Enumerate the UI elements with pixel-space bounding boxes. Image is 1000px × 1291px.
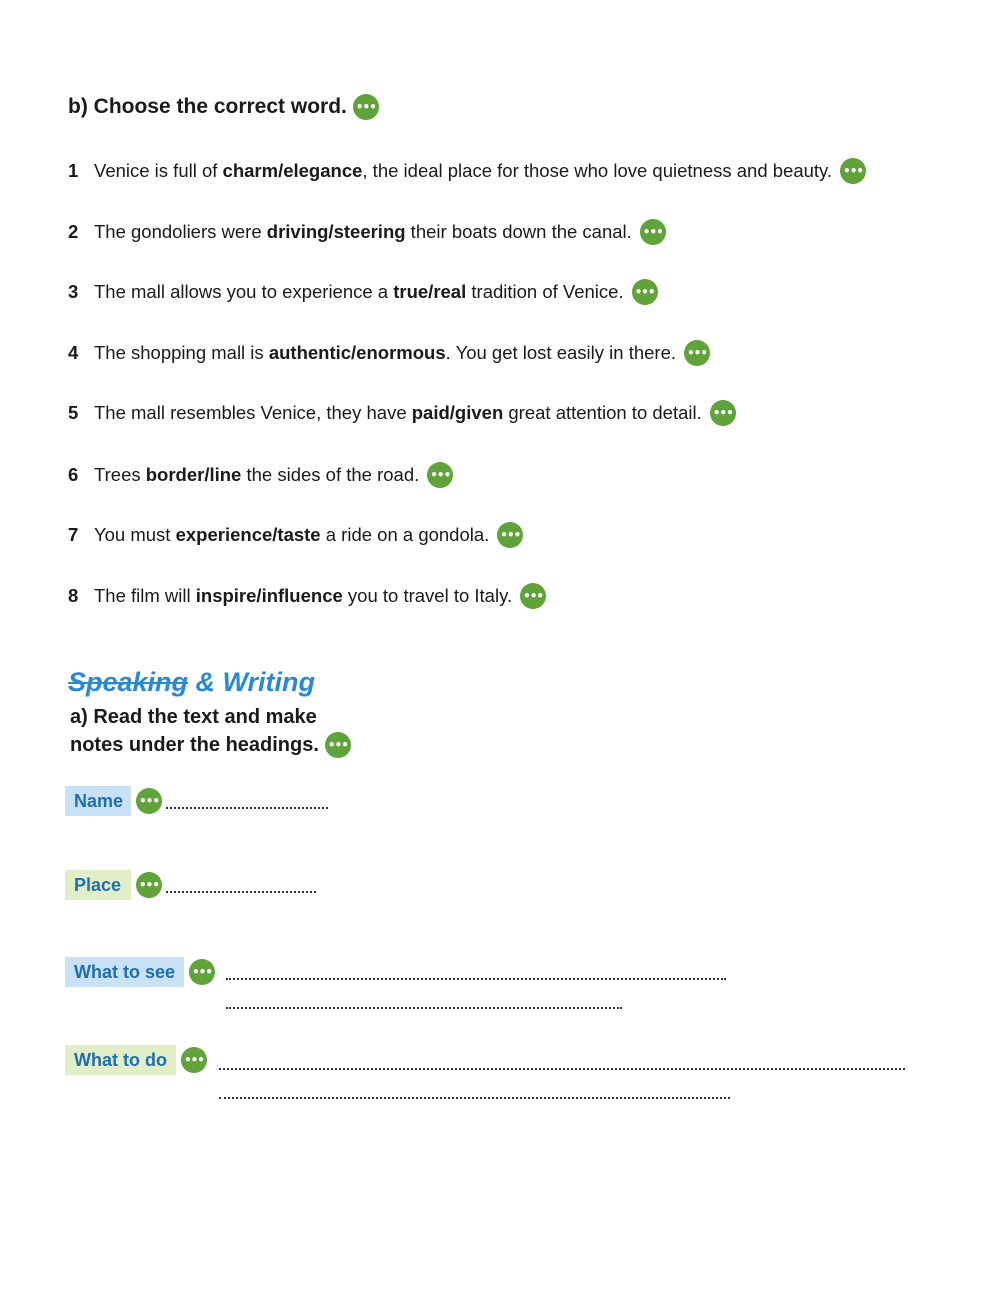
answer-input-icon[interactable] — [189, 959, 215, 985]
what-to-see-answer-line-1[interactable] — [226, 978, 726, 980]
word-choice[interactable]: authentic/enormous — [268, 342, 446, 363]
exercise-heading-text: b) Choose the correct word. — [68, 95, 347, 118]
item-text-after: a ride on a gondola. — [320, 524, 490, 545]
item-text-after: you to travel to Italy. — [342, 585, 513, 606]
list-item — [68, 583, 546, 609]
more-options-icon[interactable] — [325, 732, 351, 758]
item-text-after: their boats down the canal. — [405, 221, 632, 242]
list-item — [68, 522, 523, 548]
more-options-icon[interactable] — [353, 94, 379, 120]
word-choice[interactable]: experience/taste — [175, 524, 321, 545]
answer-dropdown-icon[interactable] — [840, 158, 866, 184]
word-choice[interactable]: charm/elegance — [222, 160, 363, 181]
list-item — [68, 279, 658, 305]
item-text-after: , the ideal place for those who love quietness and beauty. — [362, 160, 833, 181]
list-item — [68, 219, 666, 245]
place-label: Place — [65, 870, 131, 900]
item-text-after: the sides of the road. — [241, 464, 420, 485]
list-item — [68, 462, 453, 488]
answer-input-icon[interactable] — [136, 872, 162, 898]
what-to-do-label: What to do — [65, 1045, 176, 1075]
word-choice[interactable]: border/line — [145, 464, 242, 485]
answer-dropdown-icon[interactable] — [520, 583, 546, 609]
item-text-before: Trees — [94, 464, 146, 485]
what-to-see-row — [65, 957, 215, 987]
answer-dropdown-icon[interactable] — [710, 400, 736, 426]
item-number: 1 — [68, 160, 79, 181]
section-title-part2: & Writing — [188, 667, 316, 697]
exercise-heading — [68, 94, 379, 120]
item-number: 5 — [68, 402, 79, 423]
section-title — [68, 667, 315, 698]
item-text-after: . You get lost easily in there. — [445, 342, 676, 363]
word-choice[interactable]: driving/steering — [266, 221, 406, 242]
section-title-part1: Speaking — [68, 667, 189, 697]
item-number: 6 — [68, 464, 79, 485]
what-to-do-answer-line-1[interactable] — [219, 1068, 905, 1070]
item-text-before: Venice is full of — [94, 160, 223, 181]
item-text-before: The mall resembles Venice, they have — [94, 402, 412, 423]
what-to-see-label: What to see — [65, 957, 184, 987]
answer-dropdown-icon[interactable] — [497, 522, 523, 548]
answer-dropdown-icon[interactable] — [632, 279, 658, 305]
instruction-line-2: notes under the headings. — [70, 734, 319, 756]
what-to-see-answer-line-2[interactable] — [226, 1007, 622, 1009]
place-answer-line[interactable] — [166, 891, 316, 893]
name-row — [65, 786, 328, 816]
item-text-before: The mall allows you to experience a — [94, 281, 394, 302]
name-label: Name — [65, 786, 131, 816]
name-answer-line[interactable] — [166, 807, 328, 809]
place-row — [65, 870, 316, 900]
item-text-after: tradition of Venice. — [466, 281, 624, 302]
word-choice[interactable]: inspire/influence — [195, 585, 343, 606]
item-text-after: great attention to detail. — [503, 402, 702, 423]
item-text-before: The shopping mall is — [94, 342, 269, 363]
answer-input-icon[interactable] — [136, 788, 162, 814]
item-number: 3 — [68, 281, 79, 302]
answer-dropdown-icon[interactable] — [427, 462, 453, 488]
list-item — [68, 400, 736, 426]
list-item — [68, 158, 866, 184]
what-to-do-row — [65, 1045, 207, 1075]
word-choice[interactable]: true/real — [393, 281, 467, 302]
item-number: 2 — [68, 221, 79, 242]
item-number: 4 — [68, 342, 79, 363]
item-number: 7 — [68, 524, 79, 545]
answer-dropdown-icon[interactable] — [684, 340, 710, 366]
answer-input-icon[interactable] — [181, 1047, 207, 1073]
item-text-before: You must — [94, 524, 176, 545]
item-number: 8 — [68, 585, 79, 606]
what-to-do-answer-line-2[interactable] — [219, 1097, 730, 1099]
instruction-line-1: a) Read the text and make — [70, 706, 317, 728]
instruction — [70, 703, 351, 759]
answer-dropdown-icon[interactable] — [640, 219, 666, 245]
item-text-before: The gondoliers were — [94, 221, 267, 242]
list-item — [68, 340, 710, 366]
item-text-before: The film will — [94, 585, 196, 606]
word-choice[interactable]: paid/given — [411, 402, 504, 423]
